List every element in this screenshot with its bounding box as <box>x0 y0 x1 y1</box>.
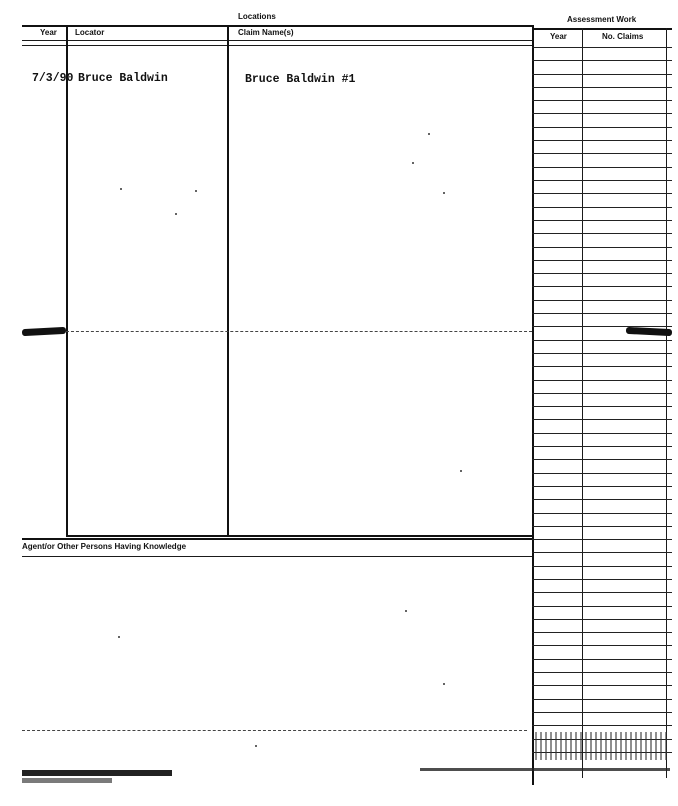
assessment-row-rule <box>532 632 672 633</box>
assessment-row-rule <box>532 539 672 540</box>
assessment-row-rule <box>532 207 672 208</box>
agent-header-rule <box>22 556 532 557</box>
assessment-row-rule <box>532 619 672 620</box>
binder-clip-left <box>22 327 66 336</box>
assessment-row-rule <box>532 87 672 88</box>
locations-header-rule <box>22 40 532 41</box>
speck <box>443 683 445 685</box>
assessment-row-rule <box>532 100 672 101</box>
speck <box>175 213 177 215</box>
assessment-row-rule <box>532 247 672 248</box>
agent-label: Agent/or Other Persons Having Knowledge <box>22 542 187 551</box>
assessment-row-rule <box>532 459 672 460</box>
assessment-row-rule <box>532 526 672 527</box>
locator-column-header: Locator <box>75 28 105 37</box>
locations-header-rule-2 <box>22 45 532 46</box>
claim-names-column-header: Claim Name(s) <box>238 28 294 37</box>
assessment-row-rule <box>532 233 672 234</box>
speck <box>460 470 462 472</box>
assessment-row-rule <box>532 286 672 287</box>
assessment-row-rule <box>532 499 672 500</box>
assessment-row-rule <box>532 340 672 341</box>
assessment-row-rule <box>532 552 672 553</box>
speck <box>195 190 197 192</box>
copy-smudge-bottom <box>420 768 670 771</box>
assessment-row-rule <box>532 326 672 327</box>
entry-claim-name: Bruce Baldwin #1 <box>245 73 356 86</box>
speck <box>428 133 430 135</box>
speck <box>443 192 445 194</box>
assessment-year-column-header: Year <box>550 32 567 41</box>
assessment-row-rule <box>532 592 672 593</box>
speck <box>120 188 122 190</box>
assessment-row-rule <box>532 47 672 48</box>
assessment-row-rule <box>532 685 672 686</box>
assessment-row-rule <box>532 273 672 274</box>
copy-smudge-left-2 <box>22 778 112 783</box>
assessment-row-rule <box>532 193 672 194</box>
assessment-row-rule <box>532 366 672 367</box>
assessment-row-rule <box>532 672 672 673</box>
assessment-left-border <box>532 25 534 785</box>
speck <box>255 745 257 747</box>
speck <box>405 610 407 612</box>
assessment-row-rule <box>532 127 672 128</box>
assessment-row-rule <box>532 60 672 61</box>
assessment-row-rule <box>532 566 672 567</box>
copy-smudge-left <box>22 770 172 776</box>
assessment-row-rule <box>532 513 672 514</box>
locations-bottom-rule <box>66 535 532 537</box>
assessment-row-rule <box>532 712 672 713</box>
assessment-row-rule <box>532 380 672 381</box>
assessment-row-rule <box>532 446 672 447</box>
assessment-row-rule <box>532 180 672 181</box>
assessment-row-rule <box>532 659 672 660</box>
assessment-row-rule <box>532 725 672 726</box>
speck <box>412 162 414 164</box>
assessment-row-rule <box>532 645 672 646</box>
assessment-row-rule <box>532 167 672 168</box>
locator-claim-divider <box>227 25 229 535</box>
no-claims-column-header: No. Claims <box>602 32 644 41</box>
binder-clip-right <box>626 327 672 336</box>
assessment-top-rule <box>532 28 672 30</box>
assessment-row-rule <box>532 393 672 394</box>
assessment-row-rule <box>532 579 672 580</box>
fold-line <box>66 331 532 332</box>
assessment-row-rule <box>532 140 672 141</box>
assessment-row-rule <box>532 74 672 75</box>
assessment-row-rule <box>532 353 672 354</box>
entry-year: 7/3/90 <box>32 72 74 85</box>
bottom-dashed-rule <box>22 730 527 731</box>
assessment-row-rule <box>532 419 672 420</box>
locations-title: Locations <box>238 12 276 21</box>
agent-top-rule <box>22 538 532 540</box>
speck <box>118 636 120 638</box>
assessment-row-rule <box>532 153 672 154</box>
locations-top-rule <box>22 25 532 27</box>
assessment-row-rule <box>532 699 672 700</box>
assessment-row-rule <box>532 220 672 221</box>
copy-noise-right <box>535 732 670 760</box>
assessment-row-rule <box>532 486 672 487</box>
assessment-work-title: Assessment Work <box>567 15 637 24</box>
year-column-header: Year <box>40 28 57 37</box>
assessment-row-rule <box>532 300 672 301</box>
assessment-row-rule <box>532 406 672 407</box>
assessment-row-rule <box>532 433 672 434</box>
assessment-row-rule <box>532 473 672 474</box>
entry-locator: Bruce Baldwin <box>78 72 168 85</box>
assessment-row-rule <box>532 260 672 261</box>
year-locator-divider <box>66 25 68 535</box>
assessment-row-rule <box>532 113 672 114</box>
assessment-row-rule <box>532 606 672 607</box>
assessment-row-rule <box>532 313 672 314</box>
